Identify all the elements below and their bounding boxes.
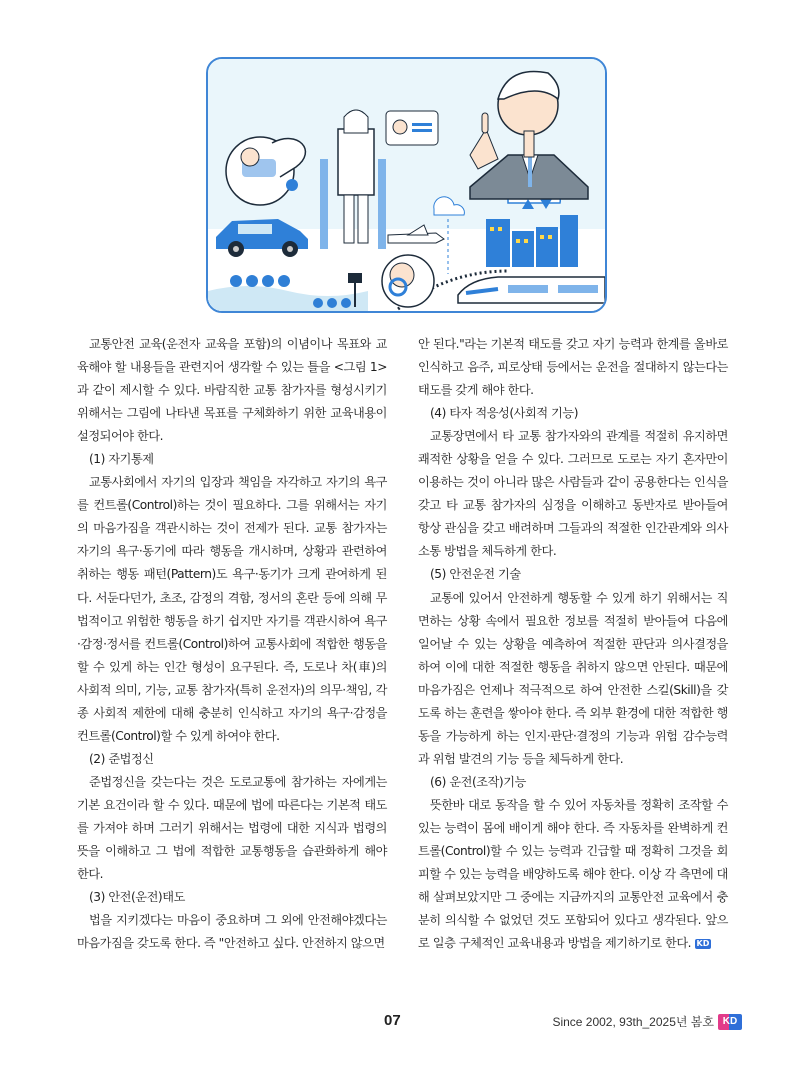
heading-safety-attitude: (3) 안전(운전)태도 [89,890,185,905]
right-column [418,333,728,955]
safety-attitude-continued: 안 된다."라는 기본적 태도를 갖고 자기 능력과 한계를 올바로 인식하고 음주, 피로상태 등에서는 운전을 절대하지 않는다는 태도를 갖게 해야 한다. [418,337,728,398]
safety-attitude-paragraph: 법을 지키겠다는 마음이 중요하며 그 외에 안전해야겠다는 마음가짐을 갖도록 한다. 즉 "안전하고 싶다. 안전하지 않으면 [77,913,387,951]
page-number: 07 [384,1012,401,1029]
traffic-safety-illustration [206,57,607,313]
heading-safe-driving-skill: (5) 안전운전 기술 [430,567,521,582]
heading-social-adaptability: (4) 타자 적응성(사회적 기능) [430,406,579,421]
left-column [77,333,387,955]
driving-operation-paragraph [418,794,728,955]
footer [552,1013,742,1030]
driving-operation-text: 뜻한바 대로 동작을 할 수 있어 자동차를 정확히 조작할 수 있는 능력이 몸에 배이게 해야 한다. 즉 자동차를 완벽하게 컨트롤(Control)할 수 있는 능력과 긴급할 때 정확히 그것을 회피할 수 있는 능력을 배양하도록 해야 한다. 이상 각 측면에 대해 살펴보았지만 그 중에는 지금까지의 교통안전 교육에서 충분히 의식할 수 없었던 것도 포함되어 있다고 생각된다. 앞으로 일층 구체적인 교육내용과 방법을 제기하기로 한다. [418,797,728,951]
law-abiding-paragraph: 준법정신을 갖는다는 것은 도로교통에 참가하는 자에게는 기본 요건이라 할 수 있다. 때문에 법에 따른다는 기본적 태도를 가져야 하며 그러기 위해서는 법령에 대한 지식과 법령의 뜻을 이해하고 그 법에 적합한 교통행동을 습관화하게 해야 한다. [77,774,387,882]
intro-paragraph: 교통안전 교육(운전자 교육을 포함)의 이념이나 목표와 교육해야 할 내용들을 관련지어 생각할 수 있는 틀을 <그림 1>과 같이 제시할 수 있다. 바람직한 교통 참가자를 형성시키기 위해서는 그림에 나타낸 목표를 구체화하기 위한 교육내용이 설정되어야 한다. [77,337,387,444]
heading-law-abiding: (2) 준법정신 [89,751,154,766]
heading-self-control: (1) 자기통제 [89,452,154,467]
social-adaptability-paragraph: 교통장면에서 타 교통 참가자와의 관계를 적절히 유지하면 쾌적한 상황을 얻을 수 있다. 그러므로 도로는 자기 혼자만이 이용하는 것이 아니라 많은 사람들과 같이 공용한다는 인식을 갖고 타 교통 참가자의 심정을 이해하고 동반자로 받아들여 항상 관심을 갖고 배려하며 그들과의 적절한 인간관계와 의사소통 방법을 체득하게 한다. [418,429,728,559]
end-mark-logo: KD [696,939,710,949]
magazine-logo: KD [718,1014,742,1030]
issue-label: Since 2002, 93th_2025년 봄호 [552,1015,714,1029]
safe-driving-skill-paragraph: 교통에 있어서 안전하게 행동할 수 있게 하기 위해서는 직면하는 상황 속에서 필요한 정보를 적절히 받아들여 다음에 일어날 수 있는 상황을 예측하여 적절한 판단과 의사결정을 하여 이에 대한 적절한 행동을 취하지 않으면 안된다. 때문에 마음가짐은 언제나 적극적으로 하여 안전한 스킬(Skill)을 갖도록 하는 훈련을 쌓아야 한다. 즉 외부 환경에 대한 적합한 행동을 가능하게 하는 인지·판단·결정의 기능과 위험 감수능력과 위험 발견의 기능 등을 체득하게 한다. [418,590,728,766]
heading-driving-operation: (6) 운전(조작)기능 [430,774,526,789]
self-control-paragraph: 교통사회에서 자기의 입장과 책임을 자각하고 자기의 욕구를 컨트롤(Control)하는 것이 필요하다. 그를 위해서는 자기의 마음가짐을 객관시하는 것이 전제가 된다. 교통 참가자는 자기의 욕구·동기에 따라 행동을 개시하며, 상황과 관련하여 취하는 행동 패턴(Pattern)도 욕구·동기가 크게 관여하게 된다. 서둔다던가, 초조, 감정의 격함, 정서의 혼란 등에 의해 무법적이고 위험한 행동을 하기 쉽지만 자기를 객관시하여 욕구·감정·정서를 컨트롤(Control)하여 교통사회에 적합한 행동을 할 수 있게 하는 인간 형성이 요구된다. 즉, 도로나 차(車)의 사회적 의미, 기능, 교통 참가자(특히 운전자)의 의무·책임, 각종 사회적 제한에 대해 충분히 인식하고 자기의 욕구·감정을 컨트롤(Control)할 수 있게 하여야 한다. [77,475,387,743]
